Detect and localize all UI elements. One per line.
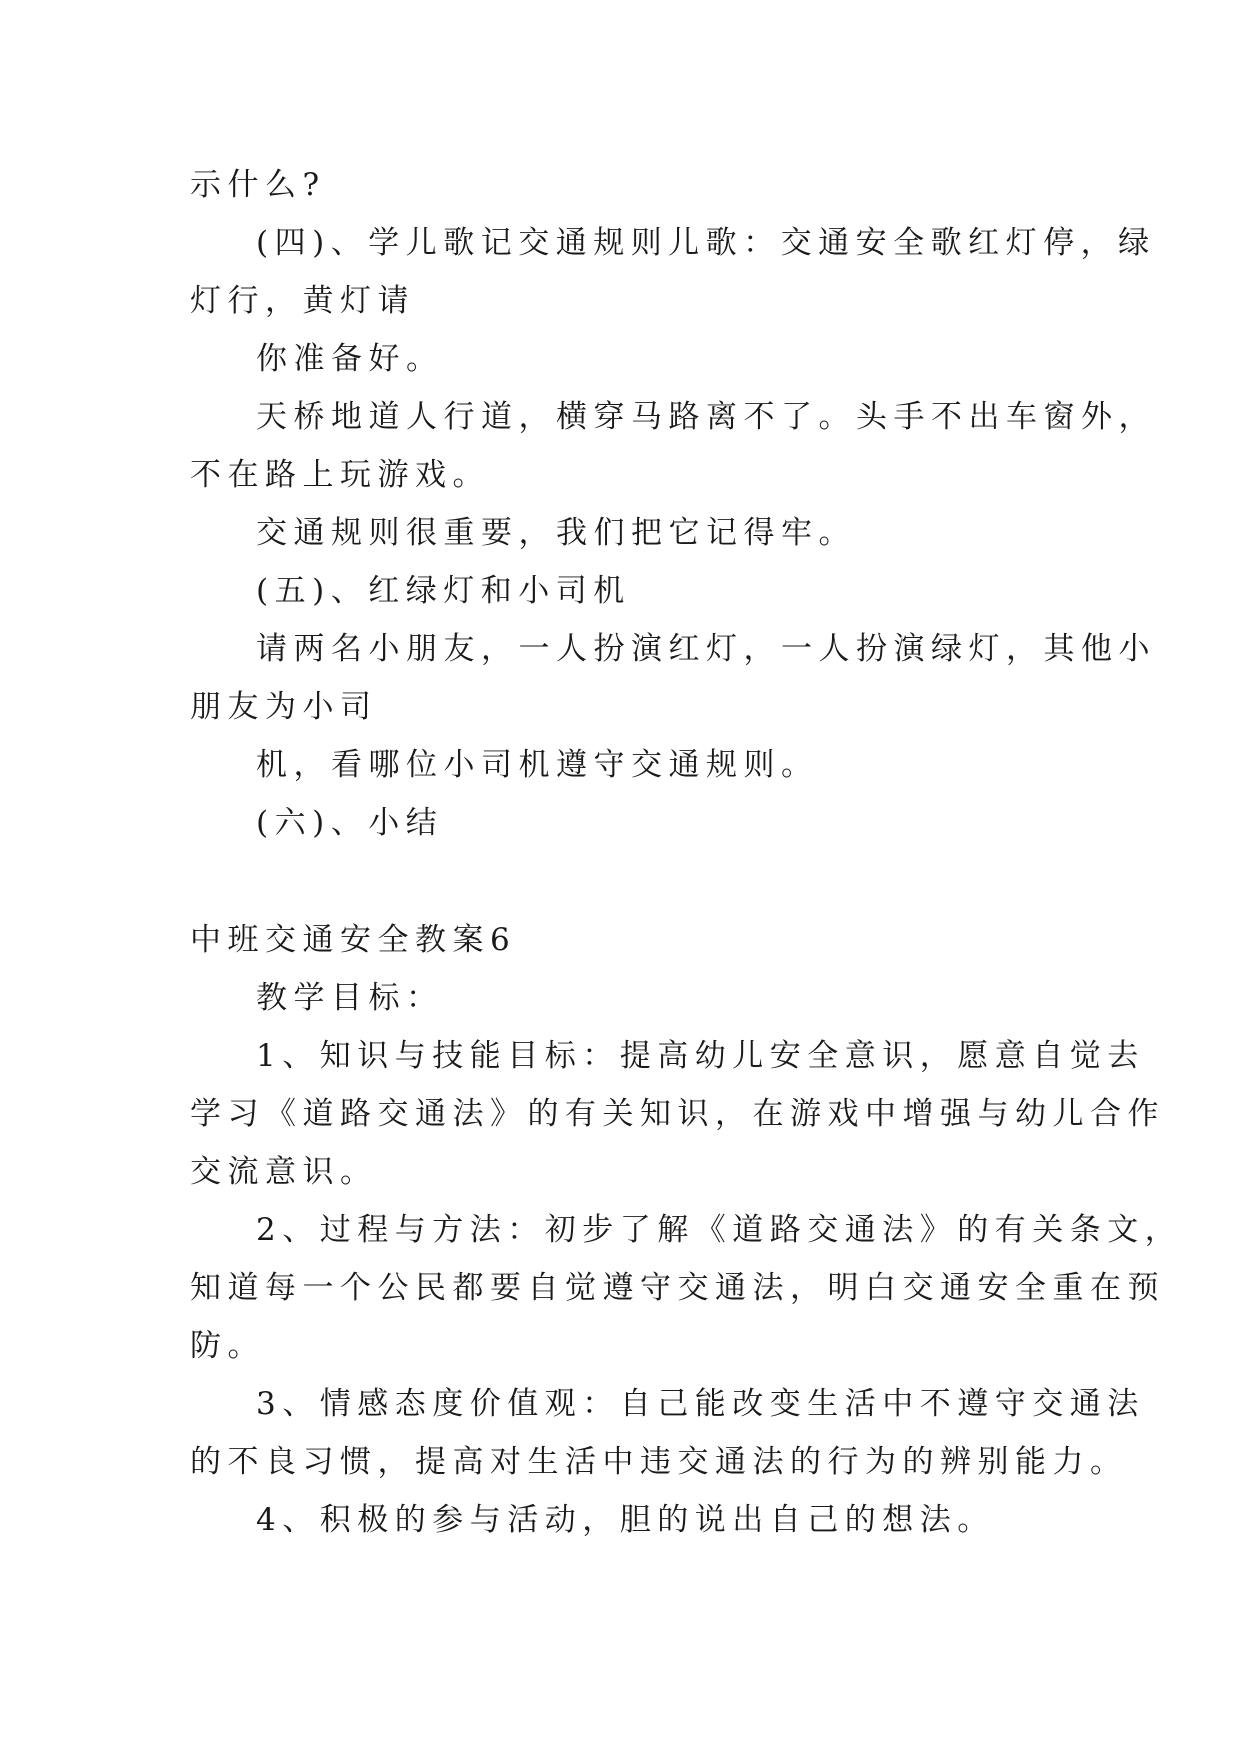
text-line: 机，看哪位小司机遵守交通规则。 — [256, 747, 819, 783]
text-line: 交通规则很重要，我们把它记得牢。 — [256, 515, 856, 551]
text-line: 灯行，黄灯请 — [190, 283, 415, 319]
text-line: 你准备好。 — [256, 341, 444, 377]
text-line: 的不良习惯，提高对生活中违交通法的行为的辨别能力。 — [190, 1444, 1128, 1480]
text-line: 交流意识。 — [190, 1154, 378, 1190]
text-line: 知道每一个公民都要自觉遵守交通法，明白交通安全重在预 — [190, 1270, 1165, 1306]
text-line: 天桥地道人行道，横穿马路离不了。头手不出车窗外， — [256, 399, 1156, 435]
objectives-heading: 教学目标： — [256, 980, 444, 1016]
text-line: 学习《道路交通法》的有关知识，在游戏中增强与幼儿合作 — [190, 1096, 1165, 1132]
text-line: 不在路上玩游戏。 — [190, 457, 490, 493]
lesson-title: 中班交通安全教案6 — [190, 922, 517, 958]
text-line: 示什么? — [190, 167, 326, 203]
section-heading-4: (四)、学儿歌记交通规则儿歌：交通安全歌红灯停，绿 — [256, 225, 1156, 261]
objective-4: 4、积极的参与活动，胆的说出自己的想法。 — [256, 1502, 995, 1538]
text-line: 朋友为小司 — [190, 689, 378, 725]
text-line: 防。 — [190, 1328, 265, 1364]
section-heading-5: (五)、红绿灯和小司机 — [256, 573, 631, 609]
objective-3: 3、情感态度价值观：自己能改变生活中不遵守交通法 — [256, 1386, 1145, 1422]
objective-2: 2、过程与方法：初步了解《道路交通法》的有关条文， — [256, 1212, 1183, 1248]
text-line: 请两名小朋友，一人扮演红灯，一人扮演绿灯，其他小 — [256, 631, 1156, 667]
section-heading-6: (六)、小结 — [256, 805, 444, 841]
objective-1: 1、知识与技能目标：提高幼儿安全意识，愿意自觉去 — [256, 1038, 1145, 1074]
